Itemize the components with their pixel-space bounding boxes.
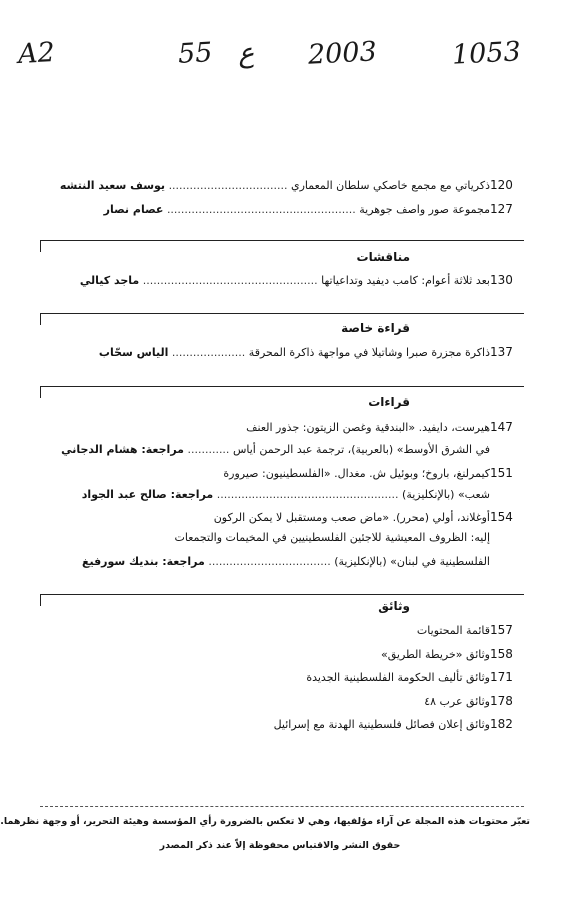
entry-author: يوسف سعيد النتشه xyxy=(59,179,166,192)
footer-rights: حقوق النشر والاقتباس محفوظة إلاّ عند ذكر المصدر xyxy=(159,840,401,851)
entry-title: في الشرق الأوسط» (بالعربية)، ترجمة عبد الرحمن أياس xyxy=(232,443,490,456)
entry-title: ذاكرة مجزرة صبرا وشاتيلا في مواجهة ذاكرة المحرقة xyxy=(248,346,490,359)
handwritten-year: 2003 xyxy=(307,36,378,71)
entry-title: مجموعة صور واصف جوهرية xyxy=(359,203,490,216)
page-number: 120 xyxy=(490,178,513,192)
page-number: 151 xyxy=(490,466,513,480)
toc-entry-title[interactable]: وثائق «خريطة الطريق» xyxy=(380,648,490,661)
section-rule xyxy=(40,386,524,387)
leader-dots: .................................................. xyxy=(142,274,318,287)
page-number: 171 xyxy=(490,670,513,684)
entry-reviewer: مراجعة: صالح عبد الجواد xyxy=(81,488,214,501)
entry-title: شعب» (بالإنكليزية) xyxy=(402,488,490,501)
toc-entry[interactable] xyxy=(40,203,490,217)
section-title-discussions: مناقشات xyxy=(356,250,410,264)
section-rule xyxy=(40,313,524,314)
handwritten-separator: ع xyxy=(237,37,255,70)
section-rule xyxy=(40,594,524,595)
page-number: 127 xyxy=(490,202,513,216)
leader-dots: ................................... xyxy=(208,555,331,568)
footer-divider xyxy=(40,806,524,807)
toc-entry-line[interactable]: إليه: الظروف المعيشية للاجئين الفلسطينيين في المخيمات والتجمعات xyxy=(174,531,490,544)
leader-dots: .................................................... xyxy=(216,488,399,501)
toc-entry[interactable] xyxy=(40,179,490,193)
footer-disclaimer: تعبّر محتويات هذه المجلة عن آراء مؤلفيها، وهي لا تعكس بالضرورة رأي المؤسسة وهيئة التحرير، أو وجهة نظرهما. xyxy=(0,816,530,827)
toc-entry-line[interactable]: هيرست، دايفيد. «البندقية وغصن الزيتون: جذور العنف xyxy=(246,421,490,434)
leader-dots: .................................. xyxy=(168,179,288,192)
entry-reviewer: مراجعة: هشام الدجاني xyxy=(61,443,184,456)
leader-dots: ..................... xyxy=(171,346,246,359)
page-number: 157 xyxy=(490,623,513,637)
section-tick xyxy=(40,386,41,398)
toc-entry-title[interactable]: وثائق إعلان فصائل فلسطينية الهدنة مع إسرائيل xyxy=(273,718,490,731)
page-number: 137 xyxy=(490,345,513,359)
page-number: 158 xyxy=(490,647,513,661)
handwritten-ref: A2 xyxy=(17,37,56,70)
leader-dots: ............ xyxy=(187,443,230,456)
entry-title: ذكرياتي مع مجمع خاصكي سلطان المعماري xyxy=(290,179,490,192)
entry-reviewer: مراجعة: بنديك سورفيغ xyxy=(81,555,205,568)
page-number: 147 xyxy=(490,420,513,434)
section-title-readings: قراءات xyxy=(368,395,410,409)
toc-entry-title[interactable]: وثائق عرب ٤٨ xyxy=(424,695,490,708)
toc-entry[interactable] xyxy=(40,274,490,288)
entry-title: بعد ثلاثة أعوام: كامب ديفيد وتداعياتها xyxy=(321,274,490,287)
entry-author: عصام نصار xyxy=(103,203,164,216)
page-number: 130 xyxy=(490,273,513,287)
section-tick xyxy=(40,594,41,606)
toc-entry[interactable] xyxy=(40,555,490,569)
entry-title: الفلسطينية في لبنان» (بالإنكليزية) xyxy=(334,555,490,568)
toc-entry[interactable] xyxy=(40,488,490,502)
handwritten-volume: 55 xyxy=(177,37,214,70)
page-number: 182 xyxy=(490,717,513,731)
page-number: 178 xyxy=(490,694,513,708)
page-number: 154 xyxy=(490,510,513,524)
toc-entry-line[interactable]: كيمرلنغ، باروخ؛ وبوئيل ش. مغدال. «الفلسطينيون: صيرورة xyxy=(223,467,490,480)
toc-entry-line[interactable]: أوغلاند، أولي (محرر). «ماض صعب ومستقبل لا يمكن الركون xyxy=(213,511,490,524)
section-tick xyxy=(40,240,41,252)
leader-dots: ...................................................... xyxy=(166,203,356,216)
toc-entry-title[interactable]: وثائق تأليف الحكومة الفلسطينية الجديدة xyxy=(306,671,490,684)
section-rule xyxy=(40,240,524,241)
section-title-documents: وثائق xyxy=(378,599,410,613)
section-tick xyxy=(40,313,41,325)
handwritten-number: 1053 xyxy=(451,36,522,71)
toc-entry[interactable] xyxy=(40,346,490,360)
toc-entry-title[interactable]: قائمة المحتويات xyxy=(416,624,490,637)
entry-author: ماجد كيالي xyxy=(79,274,140,287)
toc-entry[interactable] xyxy=(40,443,490,457)
entry-author: الياس سحّاب xyxy=(98,346,169,359)
section-title-special-reading: قراءة خاصة xyxy=(341,321,410,335)
